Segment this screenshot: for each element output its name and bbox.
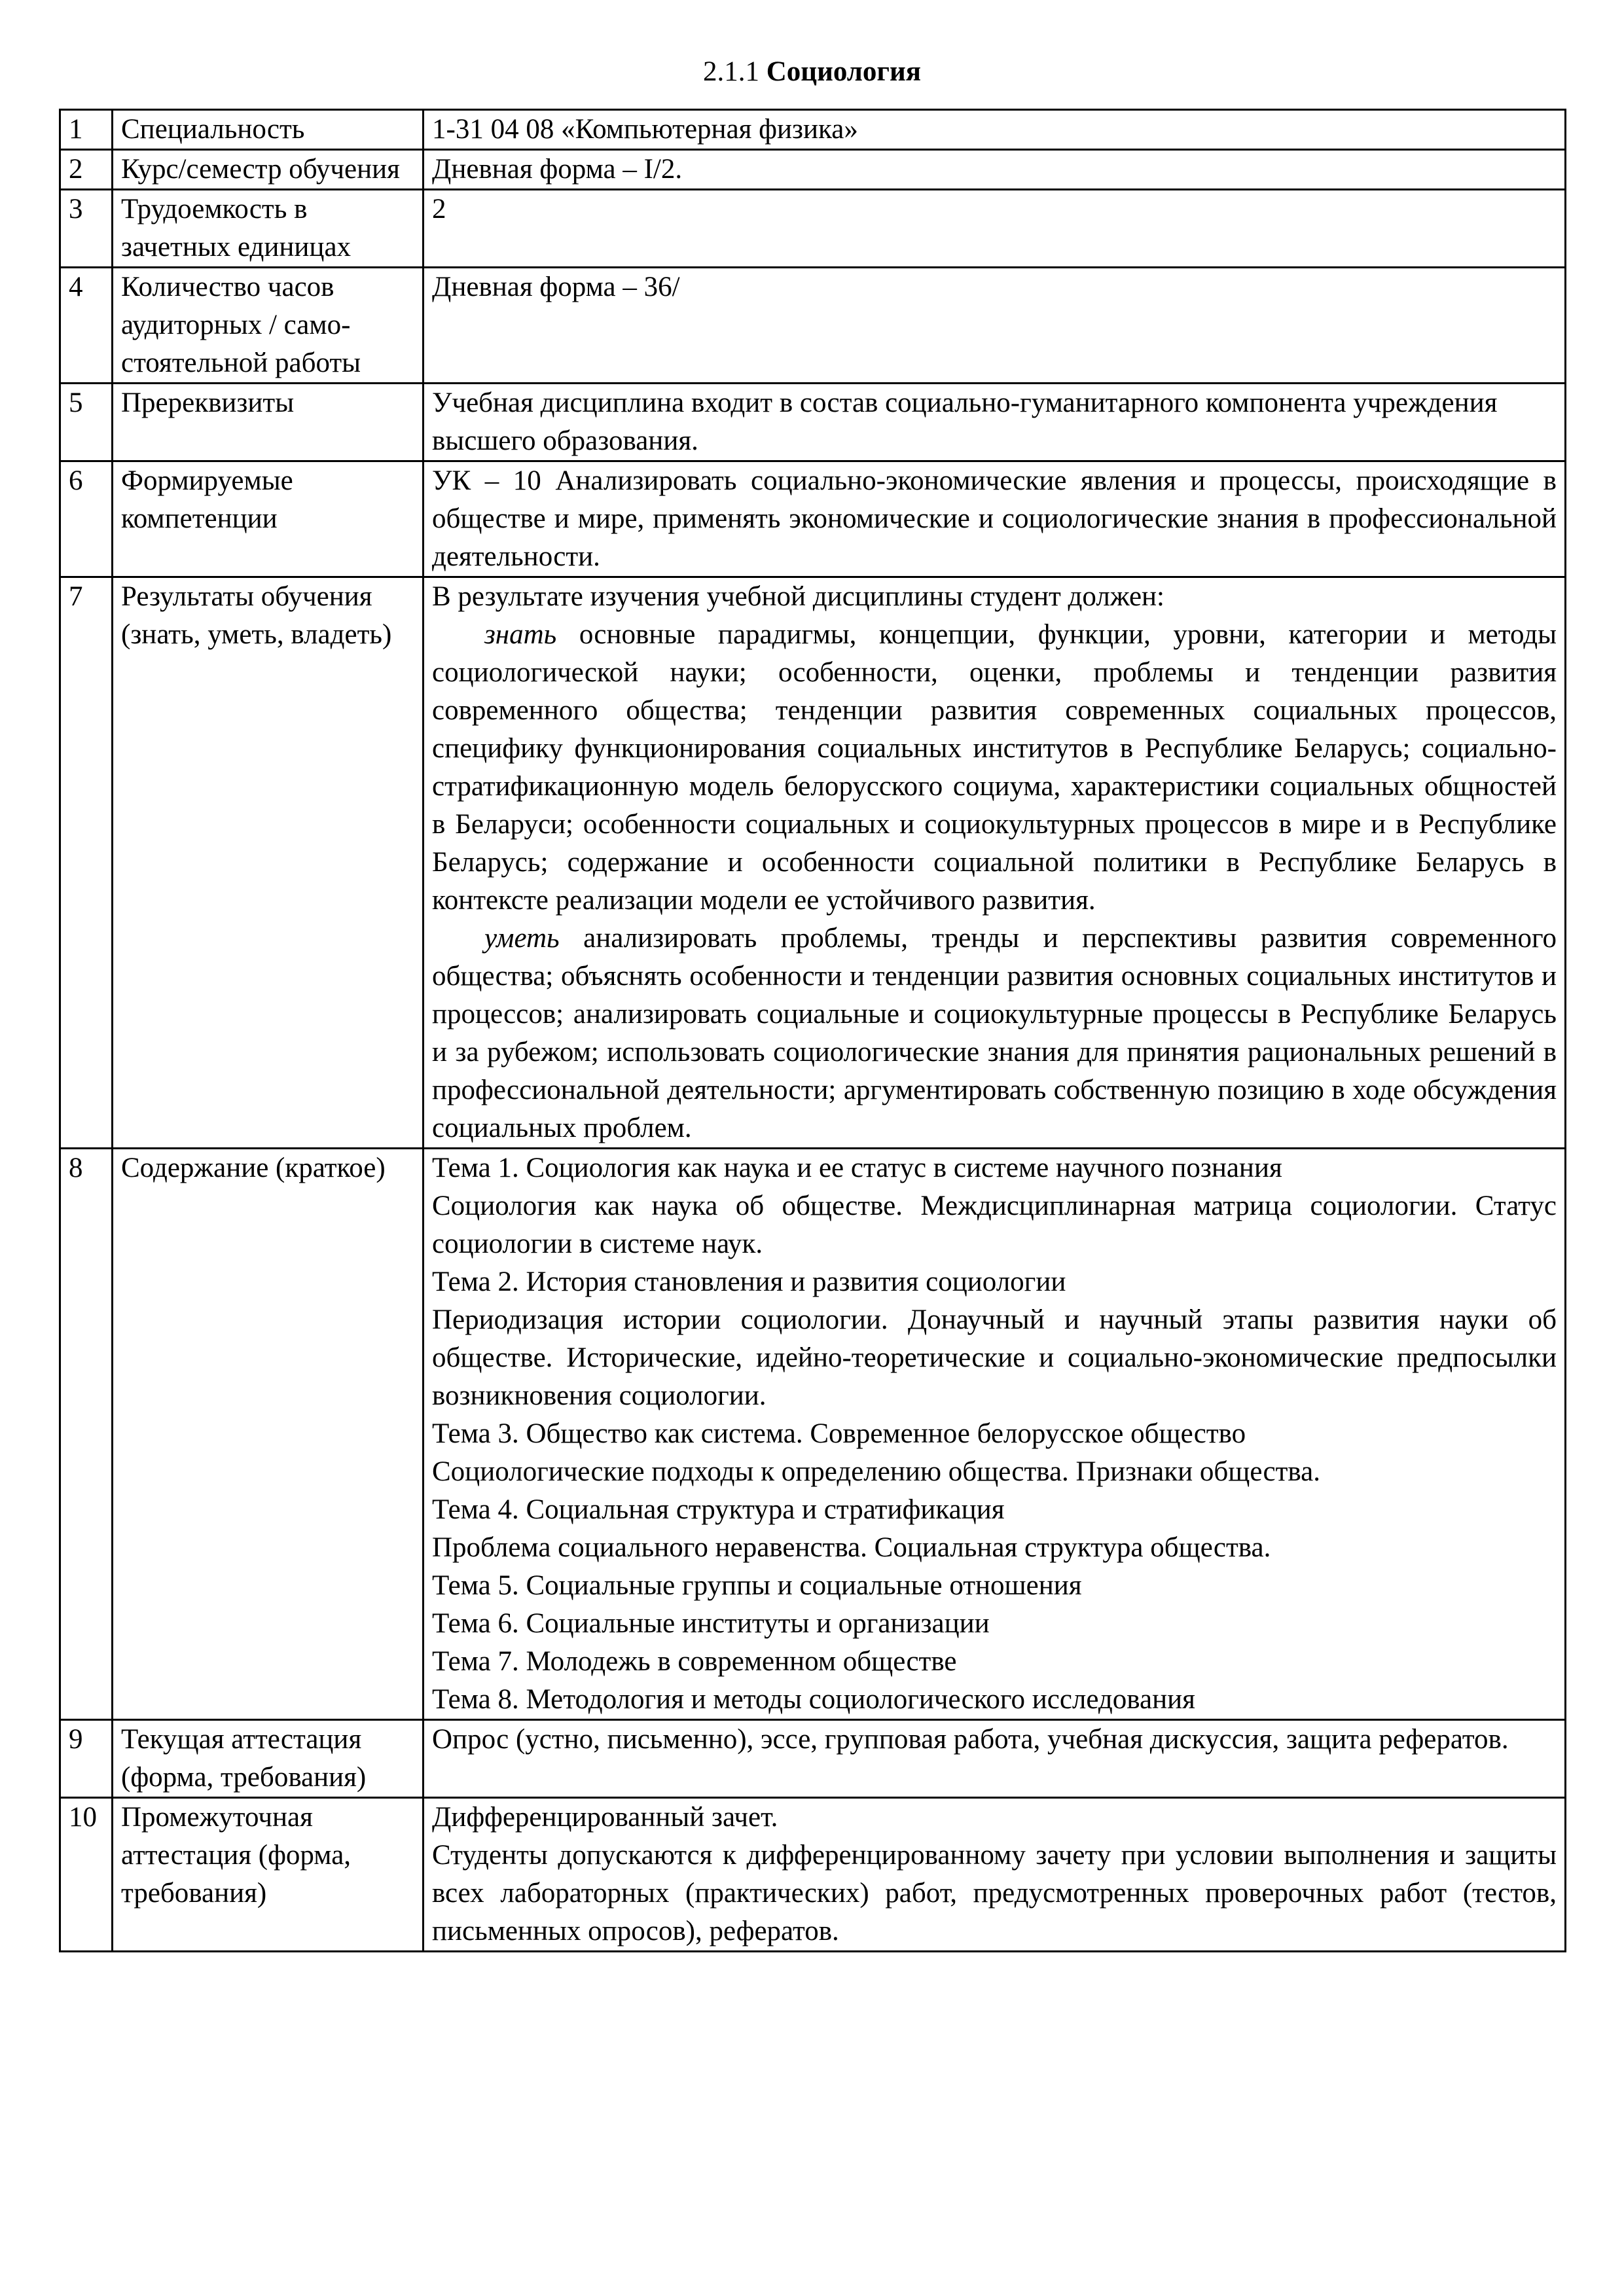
table-row (60, 1720, 1566, 1798)
can-keyword: уметь (484, 923, 560, 954)
results-can (432, 920, 1557, 1147)
row-number: 1 (60, 110, 113, 150)
table-row (60, 1149, 1566, 1720)
row-number: 2 (60, 150, 113, 190)
row-value: Дневная форма – I/2. (424, 150, 1566, 190)
table-row (60, 577, 1566, 1149)
row-value: 1-31 04 08 «Компьютерная физика» (424, 110, 1566, 150)
topic-heading: Тема 4. Социальная структура и стратификация (432, 1494, 1005, 1525)
topic-heading: Тема 5. Социальные группы и социальные отношения (432, 1570, 1082, 1601)
row-number: 5 (60, 384, 113, 461)
results-know (432, 616, 1557, 920)
topic-description: Социология как наука об обществе. Междисциплинарная матрица социологии. Статус социологии в системе наук. (432, 1191, 1557, 1259)
table-row (60, 268, 1566, 384)
row-label: Специальность (113, 110, 424, 150)
row-number: 9 (60, 1720, 113, 1798)
assessment-requirements: Студенты допускаются к дифференцированному зачету при условии выполнения и защиты всех лабораторных (практических) работ, предусмотренных проверочных работ (тестов, письменных опросов), рефератов. (432, 1840, 1557, 1946)
know-text: основные парадигмы, концепции, функции, уровни, категории и методы социологической науки; особенности, оценки, проблемы и тенденции развития современного общества; тенденции развития современных социальных процессов, специфику функционирования социальных институтов в Республике Беларусь; социально-стратификационную модель белорусского социума, характеристики социальных общностей в Беларуси; особенности социальных и социокультурных процессов в мире и в Республике Беларусь; содержание и особенности социальной политики в Республике Беларусь в контексте реализации модели ее устойчивого развития. (432, 619, 1557, 916)
row-label: Трудоемкость в зачетных единицах (113, 190, 424, 268)
table-row (60, 384, 1566, 461)
row-number: 8 (60, 1149, 113, 1720)
row-value: 2 (424, 190, 1566, 268)
row-value (424, 1798, 1566, 1952)
row-label: Промежуточная аттестация (форма, требования) (113, 1798, 424, 1952)
row-value: Дневная форма – 36/ (424, 268, 1566, 384)
topic-heading: Тема 6. Социальные институты и организации (432, 1608, 990, 1639)
can-text: анализировать проблемы, тренды и перспективы развития современного общества; объяснять особенности и тенденции развития основных социальных институтов и процессов; анализировать социальные и социокультурные процессы в Республике Беларусь и за рубежом; использовать социологические знания для принятия рациональных решений в профессиональной деятельности; аргументировать собственную позицию в ходе обсуждения социальных проблем. (432, 923, 1557, 1143)
row-number: 10 (60, 1798, 113, 1952)
topic-heading: Тема 3. Общество как система. Современное белорусское общество (432, 1418, 1246, 1449)
table-row (60, 461, 1566, 577)
row-number: 7 (60, 577, 113, 1149)
topic-description: Проблема социального неравенства. Социальная структура общества. (432, 1532, 1271, 1563)
topic-heading: Тема 7. Молодежь в современном обществе (432, 1646, 957, 1677)
table-row (60, 110, 1566, 150)
row-label: Пререквизиты (113, 384, 424, 461)
row-number: 4 (60, 268, 113, 384)
row-value (424, 577, 1566, 1149)
topic-heading: Тема 8. Методология и методы социологического исследования (432, 1684, 1195, 1715)
row-label: Содержание (краткое) (113, 1149, 424, 1720)
row-label: Результаты обучения (знать, уметь, владеть) (113, 577, 424, 1149)
results-intro: В результате изучения учебной дисциплины студент должен: (432, 581, 1165, 612)
title-name: Социология (766, 56, 921, 87)
topic-heading: Тема 2. История становления и развития социологии (432, 1266, 1066, 1297)
topic-heading: Тема 1. Социология как наука и ее статус в системе научного познания (432, 1153, 1282, 1183)
page-title (0, 52, 1624, 92)
row-value: УК – 10 Анализировать социально-экономические явления и процессы, происходящие в обществе и мире, применять экономические и социологические знания в профессиональной деятельности. (424, 461, 1566, 577)
row-label: Формируемые компетенции (113, 461, 424, 577)
topic-description: Социологические подходы к определению общества. Признаки общества. (432, 1456, 1320, 1487)
topic-description: Периодизация истории социологии. Донаучный и научный этапы развития науки об обществе. Исторические, идейно-теоретические и социально-экономические предпосылки возникновения социологии. (432, 1304, 1557, 1411)
row-value (424, 1149, 1566, 1720)
table-row (60, 190, 1566, 268)
row-label: Курс/семестр обучения (113, 150, 424, 190)
row-label: Количество часов аудиторных / само-стоятельной работы (113, 268, 424, 384)
title-number: 2.1.1 (703, 56, 759, 87)
course-spec-table (59, 109, 1566, 1952)
know-keyword: знать (484, 619, 557, 650)
table-row (60, 1798, 1566, 1952)
row-value: Опрос (устно, письменно), эссе, групповая работа, учебная дискуссия, защита рефератов. (424, 1720, 1566, 1798)
table-row (60, 150, 1566, 190)
row-number: 6 (60, 461, 113, 577)
assessment-form: Дифференцированный зачет. (432, 1802, 778, 1833)
row-number: 3 (60, 190, 113, 268)
row-value: Учебная дисциплина входит в состав социально-гуманитарного компонента учреждения высшего образования. (424, 384, 1566, 461)
row-label: Текущая аттестация (форма, требования) (113, 1720, 424, 1798)
